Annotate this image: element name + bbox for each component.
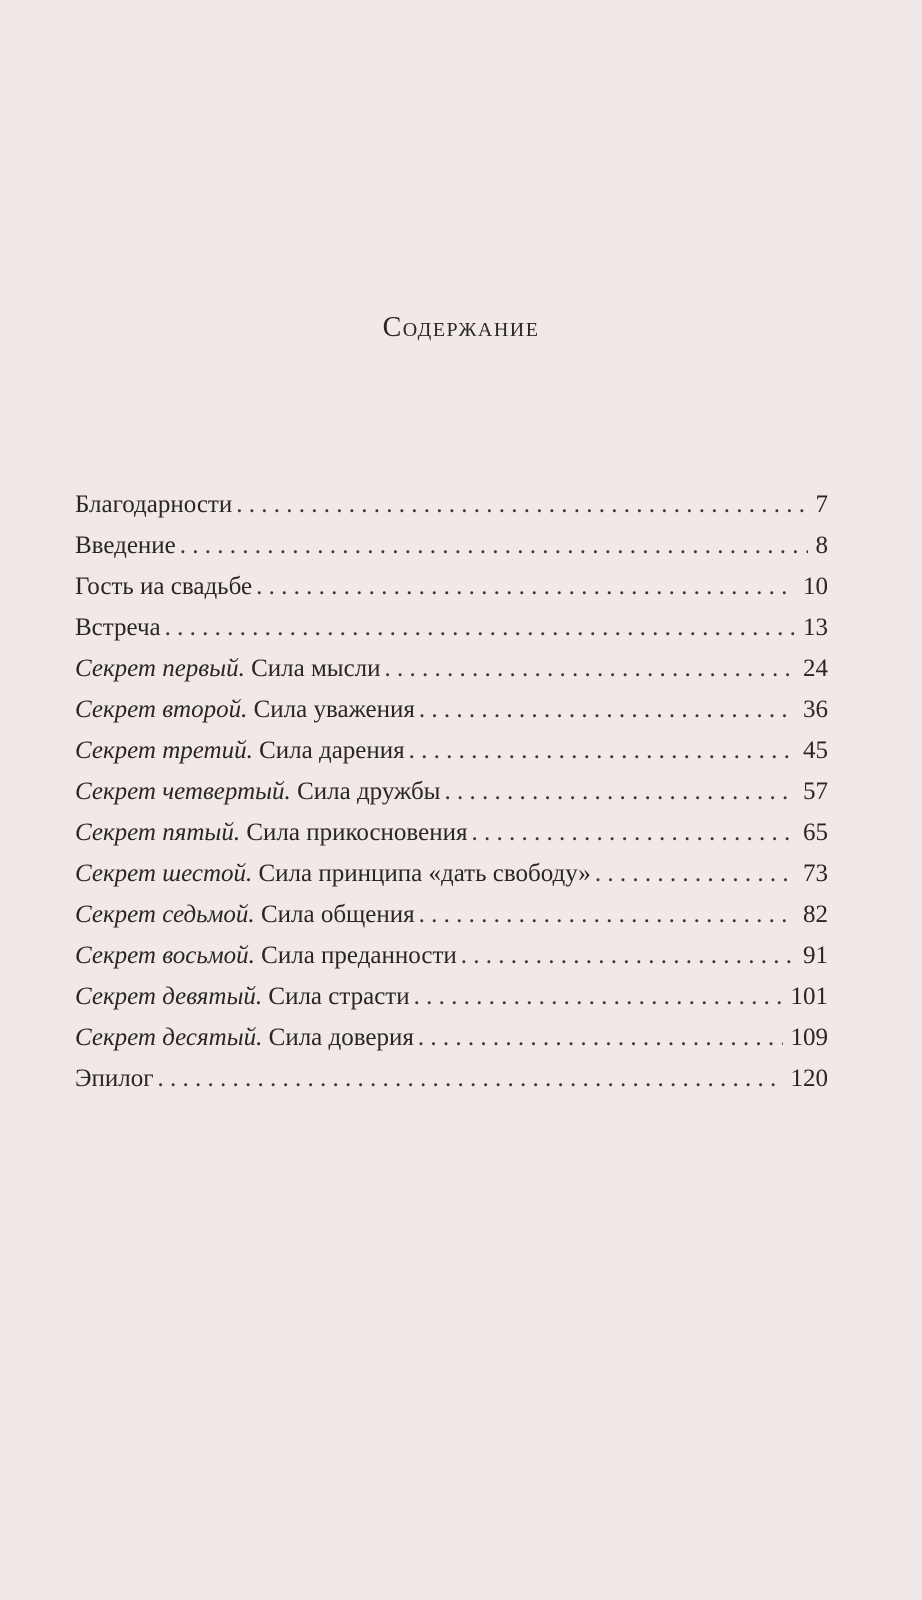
- toc-title: Содержание: [382, 312, 540, 343]
- toc-entry-title: [75, 730, 405, 771]
- toc-entry-lead: Секрет второй.: [75, 696, 248, 723]
- toc-entry: [75, 607, 828, 648]
- toc-entry: [75, 730, 828, 771]
- toc-page-number: 57: [803, 778, 828, 805]
- toc-entry-label: Сила дружбы: [290, 778, 441, 805]
- toc-entry-title: [75, 689, 415, 730]
- dot-leader: [419, 894, 795, 935]
- toc-entry-label: Сила преданности: [254, 942, 457, 969]
- toc-entry-label: Встреча: [75, 614, 161, 641]
- toc-entry-title: [75, 853, 591, 894]
- toc-page-number: 36: [803, 696, 828, 723]
- toc-page-number: 120: [790, 1065, 828, 1092]
- toc-entry: [75, 484, 828, 525]
- toc-entry: [75, 853, 828, 894]
- toc-entry: [75, 935, 828, 976]
- toc-entry-title: [75, 566, 252, 607]
- toc-entry: [75, 771, 828, 812]
- dot-leader: [409, 730, 795, 771]
- toc-entry-title: [75, 525, 176, 566]
- dot-leader: [419, 689, 795, 730]
- toc-page-number: 82: [803, 901, 828, 928]
- toc-page-number: 7: [815, 491, 828, 518]
- dot-leader: [461, 935, 795, 976]
- toc-entry-lead: Секрет восьмой.: [75, 942, 255, 969]
- toc-entry-title: [75, 894, 415, 935]
- toc-page-number: 91: [803, 942, 828, 969]
- toc-page-number: 45: [803, 737, 828, 764]
- toc-entry-label: Сила мысли: [244, 655, 381, 682]
- toc-entry-lead: Секрет четвертый.: [75, 778, 291, 805]
- toc-page-number: 24: [803, 655, 828, 682]
- toc-entry-label: Сила общения: [254, 901, 415, 928]
- toc-page-number: 8: [815, 532, 828, 559]
- toc-entry-lead: Секрет пятый.: [75, 819, 241, 846]
- dot-leader: [256, 566, 795, 607]
- toc-entry-title: [75, 976, 410, 1017]
- dot-leader: [385, 648, 795, 689]
- toc-list: [75, 484, 828, 1099]
- toc-entry: [75, 1017, 828, 1058]
- toc-page-number: 65: [803, 819, 828, 846]
- toc-entry-label: Сила принципа «дать свободу»: [252, 860, 591, 887]
- dot-leader: [236, 484, 807, 525]
- toc-entry-lead: Секрет третий.: [75, 737, 253, 764]
- toc-entry-label: Сила доверия: [262, 1024, 414, 1051]
- dot-leader: [158, 1058, 783, 1099]
- toc-entry-title: [75, 771, 440, 812]
- dot-leader: [418, 1017, 783, 1058]
- toc-entry-label: Сила уважения: [247, 696, 415, 723]
- toc-entry-label: Гость иа свадьбе: [75, 573, 253, 600]
- toc-entry: [75, 689, 828, 730]
- toc-page-number: 10: [803, 573, 828, 600]
- toc-entry: [75, 566, 828, 607]
- toc-entry-title: [75, 935, 457, 976]
- toc-entry: [75, 525, 828, 566]
- toc-page-number: 13: [803, 614, 828, 641]
- toc-entry-title: [75, 812, 467, 853]
- toc-entry-title: [75, 607, 161, 648]
- dot-leader: [471, 812, 795, 853]
- toc-entry: [75, 894, 828, 935]
- toc-entry-label: Благодарности: [75, 491, 233, 518]
- toc-entry-lead: Секрет первый.: [75, 655, 245, 682]
- toc-entry-label: Введение: [75, 532, 176, 559]
- toc-page-number: 109: [790, 1024, 828, 1051]
- toc-entry-label: Сила дарения: [252, 737, 405, 764]
- toc-entry-label: Сила прикосновения: [240, 819, 468, 846]
- dot-leader: [444, 771, 795, 812]
- toc-entry-title: [75, 648, 381, 689]
- dot-leader: [165, 607, 795, 648]
- toc-entry: [75, 812, 828, 853]
- toc-entry-title: [75, 1058, 154, 1099]
- toc-entry-lead: Секрет десятый.: [75, 1024, 263, 1051]
- toc-entry: [75, 1058, 828, 1099]
- toc-entry-label: Эпилог: [75, 1065, 154, 1092]
- toc-entry-label: Сила страсти: [262, 983, 410, 1010]
- toc-entry-lead: Секрет девятый.: [75, 983, 263, 1010]
- toc-entry-lead: Секрет шестой.: [75, 860, 253, 887]
- toc-entry: [75, 648, 828, 689]
- toc-entry: [75, 976, 828, 1017]
- toc-page-number: 101: [790, 983, 828, 1010]
- toc-entry-lead: Секрет седьмой.: [75, 901, 255, 928]
- toc-entry-title: [75, 484, 232, 525]
- dot-leader: [180, 525, 808, 566]
- toc-entry-title: [75, 1017, 414, 1058]
- dot-leader: [414, 976, 783, 1017]
- dot-leader: [595, 853, 795, 894]
- toc-page-number: 73: [803, 860, 828, 887]
